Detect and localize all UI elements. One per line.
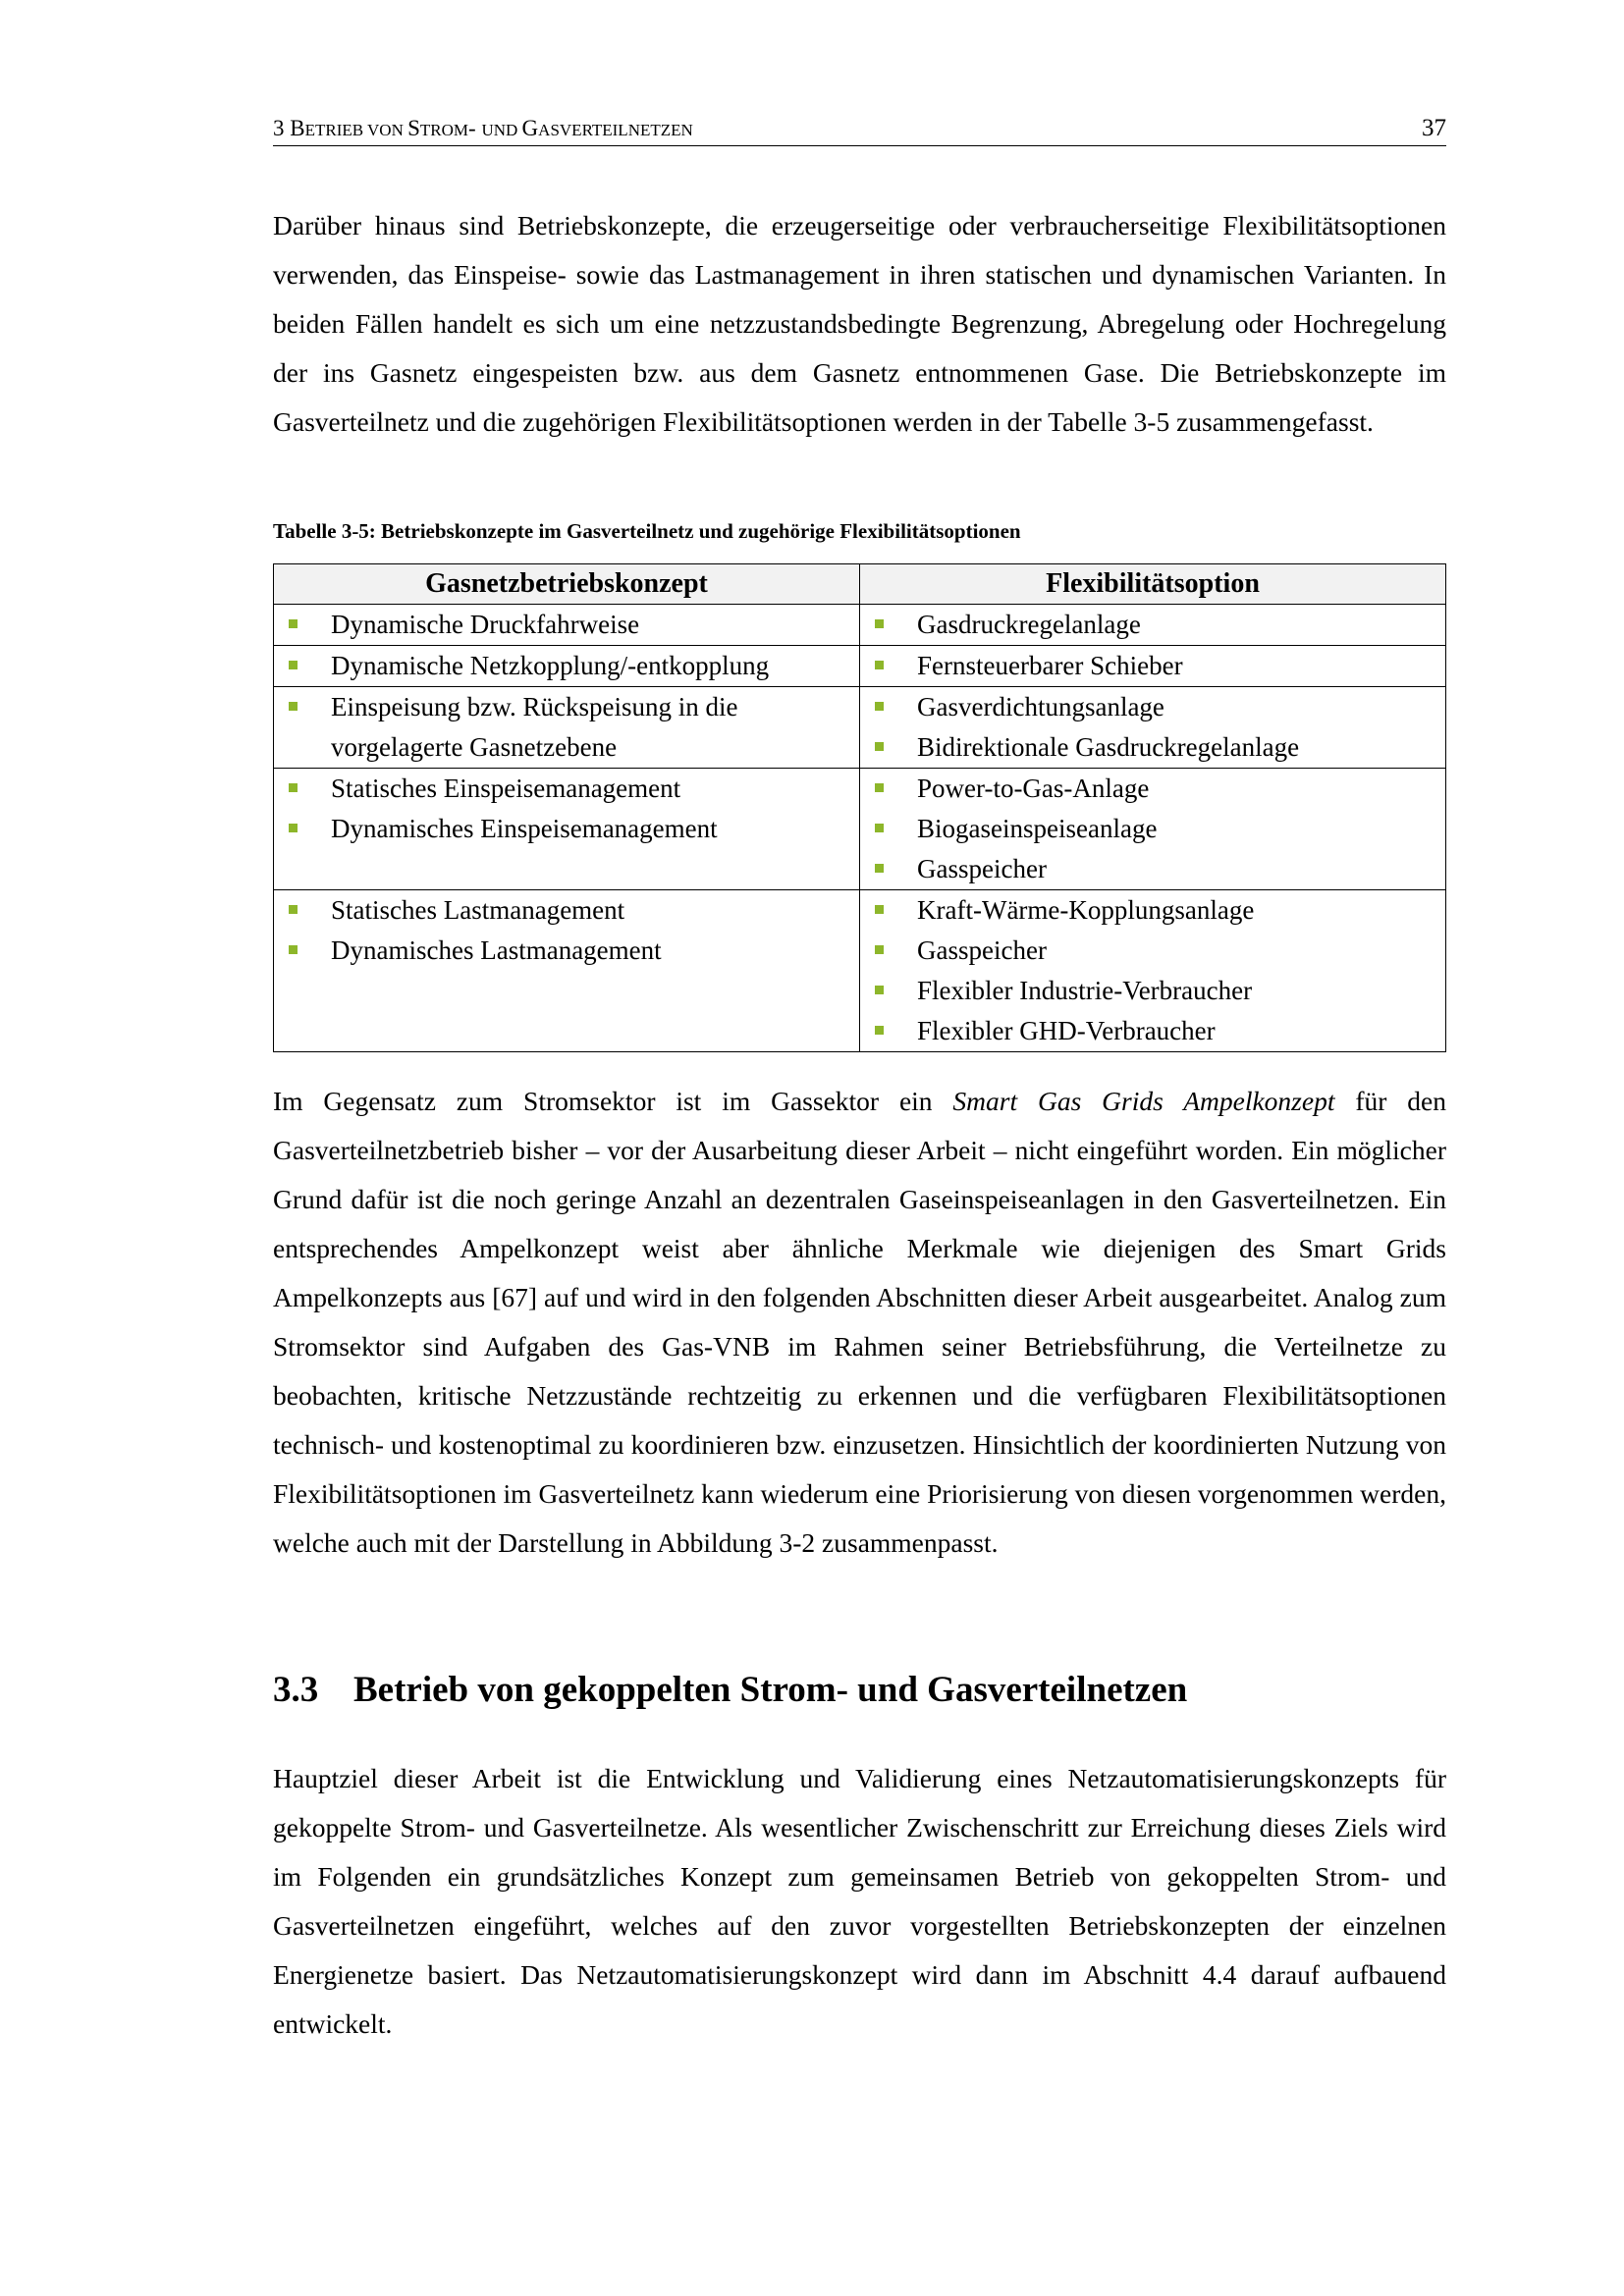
list-item-label: vorgelagerte Gasnetzebene [331,732,618,762]
concepts-table [273,563,1446,1052]
list-item-label: Flexibler Industrie-Verbraucher [917,976,1253,1005]
list-item [860,809,1445,849]
list-item [860,769,1445,809]
option-cell [860,605,1446,646]
table-row [274,769,1446,890]
list-item-label: Dynamisches Lastmanagement [331,935,662,965]
list-item [860,687,1445,727]
list-item-label: Flexibler GHD-Verbraucher [917,1016,1216,1045]
square-bullet-icon [875,783,884,792]
list-item [274,890,859,931]
list-item [860,646,1445,686]
list-item [860,605,1445,645]
list-item [274,931,859,971]
table-caption: Tabelle 3-5: Betriebskonzepte im Gasverteilnetz und zugehörige Flexibilitätsoptionen [273,519,1021,543]
running-title-part: G [521,116,539,140]
square-bullet-icon [289,824,298,832]
list-item [860,727,1445,768]
table-row [274,646,1446,687]
paragraph-smart-gas-grids [273,1077,1446,1568]
table-header-row [274,564,1446,605]
list-item-label: Dynamisches Einspeisemanagement [331,814,718,843]
list-item [274,646,859,686]
option-cell [860,890,1446,1052]
list-item [860,971,1445,1011]
list-item-label: Gasdruckregelanlage [917,610,1141,639]
paragraph-flexibility-concepts: Darüber hinaus sind Betriebskonzepte, die erzeugerseitige oder verbraucherseitige Flexibilitätsoptionen verwenden, das Einspeise- sowie das Lastmanagement in ihren statischen und dynamischen Varianten. In beiden Fällen handelt es sich um eine netzzustandsbedingte Begrenzung, Abregelung oder Hochregelung der ins Gasnetz eingespeisten bzw. aus dem Gasnetz entnommenen Gase. Die Betriebskonzepte im Gasverteilnetz und die zugehörigen Flexibilitätsoptionen werden in der Tabelle 3-5 zusammengefasst. [273,210,1446,437]
running-title-part: 3 B [273,116,305,140]
section-heading [273,1666,1187,1715]
running-header [273,110,1446,146]
list-item [274,809,859,849]
square-bullet-icon [289,905,298,914]
running-title-part: ASVERTEILNETZEN [538,121,693,139]
concept-cell [274,890,860,1052]
concept-cell [274,646,860,687]
list-item-label: Dynamische Netzkopplung/-entkopplung [331,651,770,680]
concept-cell [274,769,860,890]
column-header-concept: Gasnetzbetriebskonzept [274,564,860,605]
square-bullet-icon [875,945,884,954]
list-item [860,1011,1445,1051]
square-bullet-icon [875,864,884,873]
running-title-part: TROM [419,121,469,139]
square-bullet-icon [289,945,298,954]
option-cell [860,687,1446,769]
list-item [274,605,859,645]
list-item-label: Fernsteuerbarer Schieber [917,651,1183,680]
square-bullet-icon [875,702,884,711]
list-item-label: Bidirektionale Gasdruckregelanlage [917,732,1300,762]
running-title-part: UND [481,121,522,139]
square-bullet-icon [875,824,884,832]
square-bullet-icon [875,661,884,669]
table-row [274,687,1446,769]
section-title: Betrieb von gekoppelten Strom- und Gasverteilnetzen [353,1670,1188,1710]
square-bullet-icon [875,619,884,628]
list-item-label: Statisches Lastmanagement [331,895,625,925]
list-item-label: Power-to-Gas-Anlage [917,774,1150,803]
list-item [274,687,859,727]
square-bullet-icon [875,905,884,914]
list-item-label: Gasverdichtungsanlage [917,692,1164,721]
concept-cell [274,605,860,646]
table-row [274,890,1446,1052]
section-number: 3.3 [273,1670,319,1710]
running-title-part: S [407,116,420,140]
running-title-part: - [468,116,482,140]
column-header-option: Flexibilitätsoption [860,564,1446,605]
list-item-label: Gasspeicher [917,935,1047,965]
running-title [273,114,693,145]
running-title-part: ETRIEB VON [304,121,408,139]
page-number: 37 [1422,115,1446,141]
list-item-label: Biogaseinspeiseanlage [917,814,1158,843]
list-item-label: Dynamische Druckfahrweise [331,610,640,639]
list-item [860,849,1445,889]
paragraph-text: Im Gegensatz zum Stromsektor ist im Gassektor ein [273,1086,953,1116]
option-cell [860,769,1446,890]
square-bullet-icon [875,986,884,994]
list-item-label: Kraft-Wärme-Kopplungsanlage [917,895,1255,925]
list-item [274,769,859,809]
square-bullet-icon [875,1026,884,1035]
table-row [274,605,1446,646]
option-cell [860,646,1446,687]
italic-term: Smart Gas Grids Ampelkonzept [952,1086,1335,1116]
list-item [274,727,859,768]
paragraph-main-goal: Hauptziel dieser Arbeit ist die Entwicklung und Validierung eines Netzautomatisierungskonzepts für gekoppelte Strom- und Gasverteilnetze. Als wesentlicher Zwischenschritt zur Erreichung dieses Ziels wird im Folgenden ein grundsätzliches Konzept zum gemeinsamen Betrieb von gekoppelten Strom- und Gasverteilnetzen eingeführt, welches auf den zuvor vorgestellten Betriebskonzepten der einzelnen Energienetze basiert. Das Netzautomatisierungskonzept wird dann im Abschnitt 4.4 darauf aufbauend entwickelt. [273,1763,1446,2039]
square-bullet-icon [875,742,884,751]
square-bullet-icon [289,619,298,628]
square-bullet-icon [289,702,298,711]
list-item-label: Statisches Einspeisemanagement [331,774,681,803]
concept-cell [274,687,860,769]
list-item [860,931,1445,971]
square-bullet-icon [289,783,298,792]
list-item-label: Einspeisung bzw. Rückspeisung in die [331,692,738,721]
paragraph-text: für den Gasverteilnetzbetrieb bisher – vor der Ausarbeitung dieser Arbeit – nicht eingeführt worden. Ein möglicher Grund dafür ist die noch geringe Anzahl an dezentralen Gaseinspeiseanlagen in den Gasverteilnetzen. Ein entsprechendes Ampelkonzept weist aber ähnliche Merkmale wie diejenigen des Smart Grids Ampelkonzepts aus [67] auf und wird in den folgenden Abschnitten dieser Arbeit ausgearbeitet. Analog zum Stromsektor sind Aufgaben des Gas-VNB im Rahmen seiner Betriebsführung, die Verteilnetze zu beobachten, kritische Netzzustände rechtzeitig zu erkennen und die verfügbaren Flexibilitätsoptionen technisch- und kostenoptimal zu koordinieren bzw. einzusetzen. Hinsichtlich der koordinierten Nutzung von Flexibilitätsoptionen im Gasverteilnetz kann wiederum eine Priorisierung von diesen vorgenommen werden, welche auch mit der Darstellung in Abbildung 3-2 zusammenpasst. [273,1086,1446,1558]
list-item [860,890,1445,931]
square-bullet-icon [289,661,298,669]
list-item-label: Gasspeicher [917,854,1047,883]
